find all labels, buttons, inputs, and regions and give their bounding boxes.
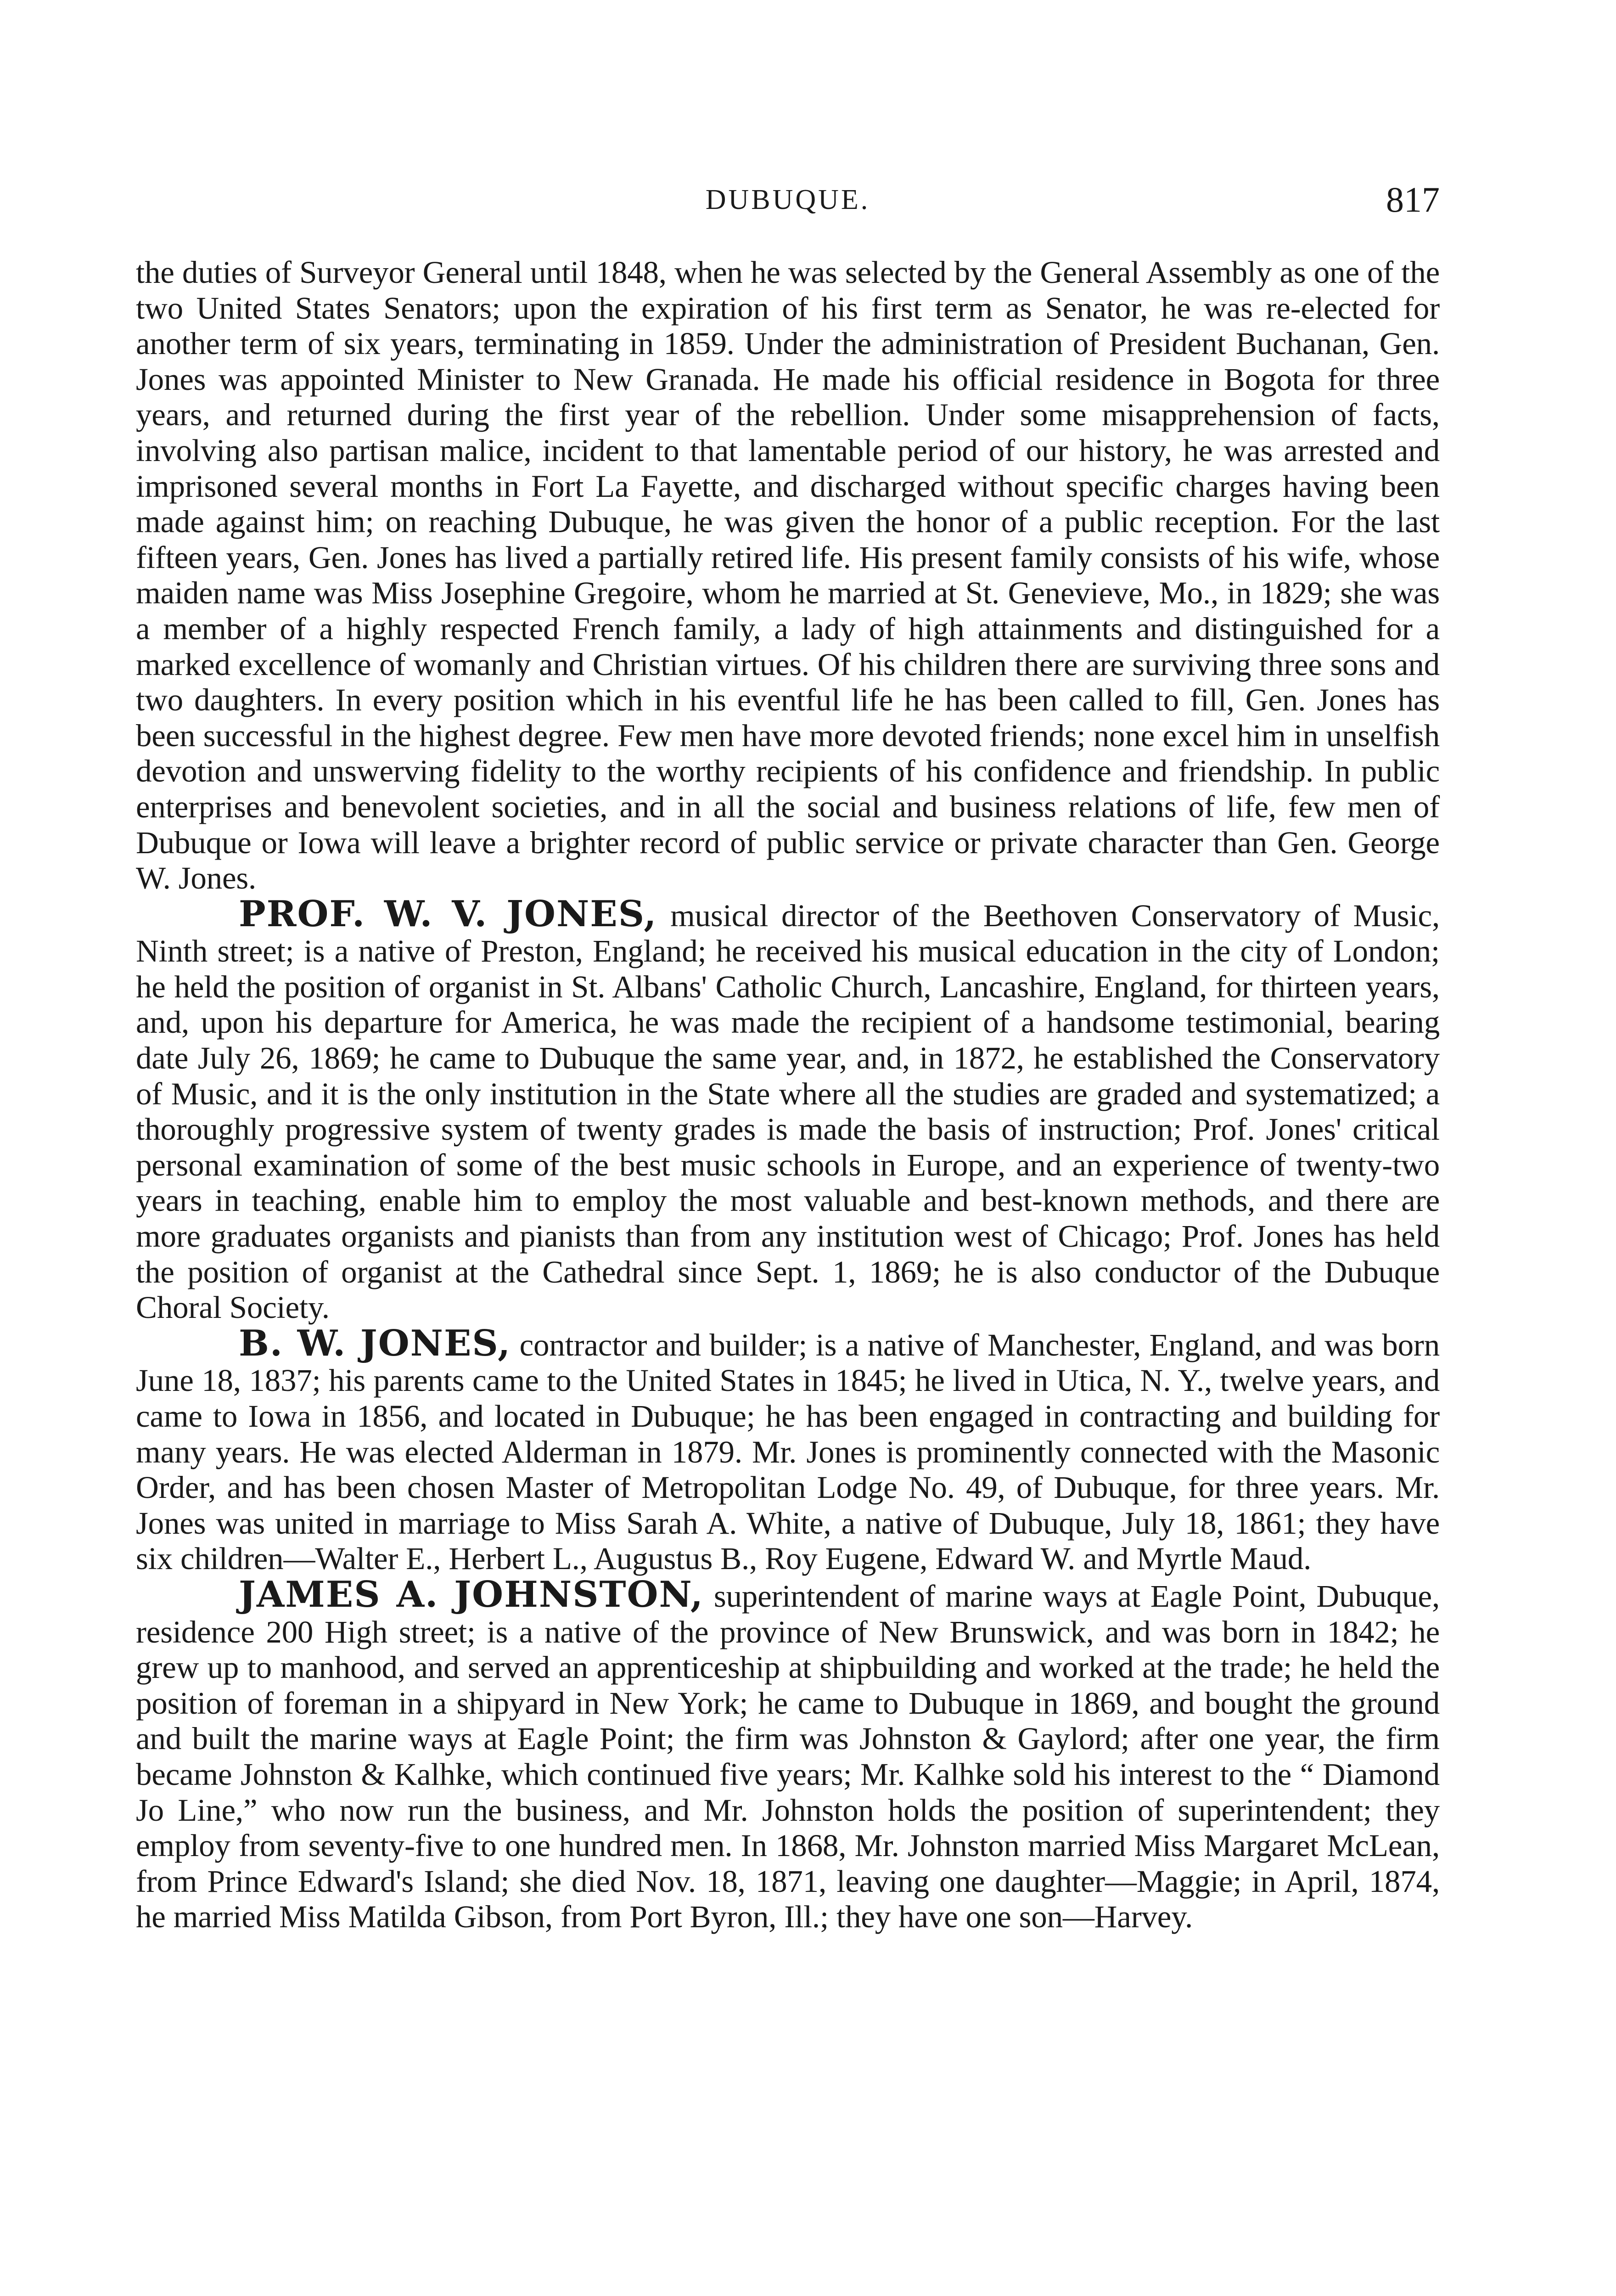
page-header <box>136 180 1440 234</box>
entry-text: musical director of the Beethoven Conservatory of Music, Ninth street; is a native of Preston, England; he received his musical education in the city of London; he held the position of organist in St. Albans' Catholic Church, Lancashire, England, for thirteen years, and, upon his departure for America, he was made the recipient of a handsome testimonial, bearing date July 26, 1869; he came to Dubuque the same year, and, in 1872, he established the Conservatory of Music, and it is the only institution in the State where all the studies are graded and systematized; a thoroughly progressive system of twenty grades is made the basis of instruction; Prof. Jones' critical personal examination of some of the best music schools in Europe, and an experience of twenty-two years in teaching, enable him to employ the most valuable and best-known methods, and there are more graduates organists and pianists than from any institution west of Chicago; Prof. Jones has held the position of organist at the Cathedral since Sept. 1, 1869; he is also conductor of the Dubuque Choral Society. <box>136 898 1440 1325</box>
entry-johnston <box>136 1573 1440 1935</box>
entry-jones-bw <box>136 1322 1440 1577</box>
entry-text: superintendent of marine ways at Eagle Point, Dubuque, residence 200 High street; is a native of the province of New Brunswick, and was born in 1842; he grew up to manhood, and served an apprenticeship at shipbuilding and worked at the trade; he held the position of foreman in a shipyard in New York; he came to Dubuque in 1869, and bought the ground and built the marine ways at Eagle Point; the firm was Johnston & Gaylord; after one year, the firm became Johnston & Kalhke, which continued five years; Mr. Kalhke sold his interest to the “ Diamond Jo Line,” who now run the business, and Mr. Johnston holds the position of superintendent; they employ from seventy-five to one hundred men. In 1868, Mr. Johnston married Miss Margaret McLean, from Prince Edward's Island; she died Nov. 18, 1871, leaving one daughter—Maggie; in April, 1874, he married Miss Matilda Gibson, from Port Byron, Ill.; they have one son—Harvey. <box>136 1578 1440 1935</box>
continuation-paragraph: the duties of Surveyor General until 1848, when he was selected by the General Assembly as one of the two United States Senators; upon the expiration of his first term as Senator, he was re-elected for another term of six years, terminating in 1859. Under the administration of President Buchanan, Gen. Jones was appointed Minister to New Granada. He made his official residence in Bogota for three years, and returned during the first year of the rebellion. Under some misapprehension of facts, involving also partisan malice, incident to that lamentable period of our history, he was arrested and imprisoned several months in Fort La Fayette, and discharged without specific charges having been made against him; on reaching Dubuque, he was given the honor of a public reception. For the last fifteen years, Gen. Jones has lived a partially retired life. His present family consists of his wife, whose maiden name was Miss Josephine Gregoire, whom he married at St. Genevieve, Mo., in 1829; she was a member of a highly respected French family, a lady of high attainments and distinguished for a marked excellence of womanly and Christian virtues. Of his children there are surviving three sons and two daughters. In every position which in his eventful life he has been called to fill, Gen. Jones has been successful in the highest degree. Few men have more devoted friends; none excel him in unselfish devotion and unswerving fidelity to the worthy recipients of his confidence and friendship. In public enterprises and benevolent societies, and in all the social and business relations of life, few men of Dubuque or Iowa will leave a brighter record of public service or private character than Gen. George W. Jones. <box>136 255 1440 896</box>
entry-name-heading: JAMES A. JOHNSTON, <box>239 1573 704 1615</box>
entry-text: contractor and builder; is a native of Manchester, England, and was born June 18, 1837; his parents came to the United States in 1845; he lived in Utica, N. Y., twelve years, and came to Iowa in 1856, and located in Dubuque; he has been engaged in contracting and building for many years. He was elected Alderman in 1879. Mr. Jones is prominently connected with the Masonic Order, and has been chosen Master of Metropolitan Lodge No. 49, of Dubuque, for three years. Mr. Jones was united in marriage to Miss Sarah A. White, a native of Dubuque, July 18, 1861; they have six children—Walter E., Herbert L., Augustus B., Roy Eugene, Edward W. and Myrtle Maud. <box>136 1327 1440 1576</box>
page-number: 817 <box>1386 180 1440 219</box>
entry-name-heading: PROF. W. V. JONES, <box>239 893 657 935</box>
running-head: DUBUQUE. <box>705 184 870 215</box>
body-text <box>136 255 1440 1935</box>
entry-jones-wv <box>136 893 1440 1326</box>
entry-name-heading: B. W. JONES, <box>239 1322 511 1364</box>
